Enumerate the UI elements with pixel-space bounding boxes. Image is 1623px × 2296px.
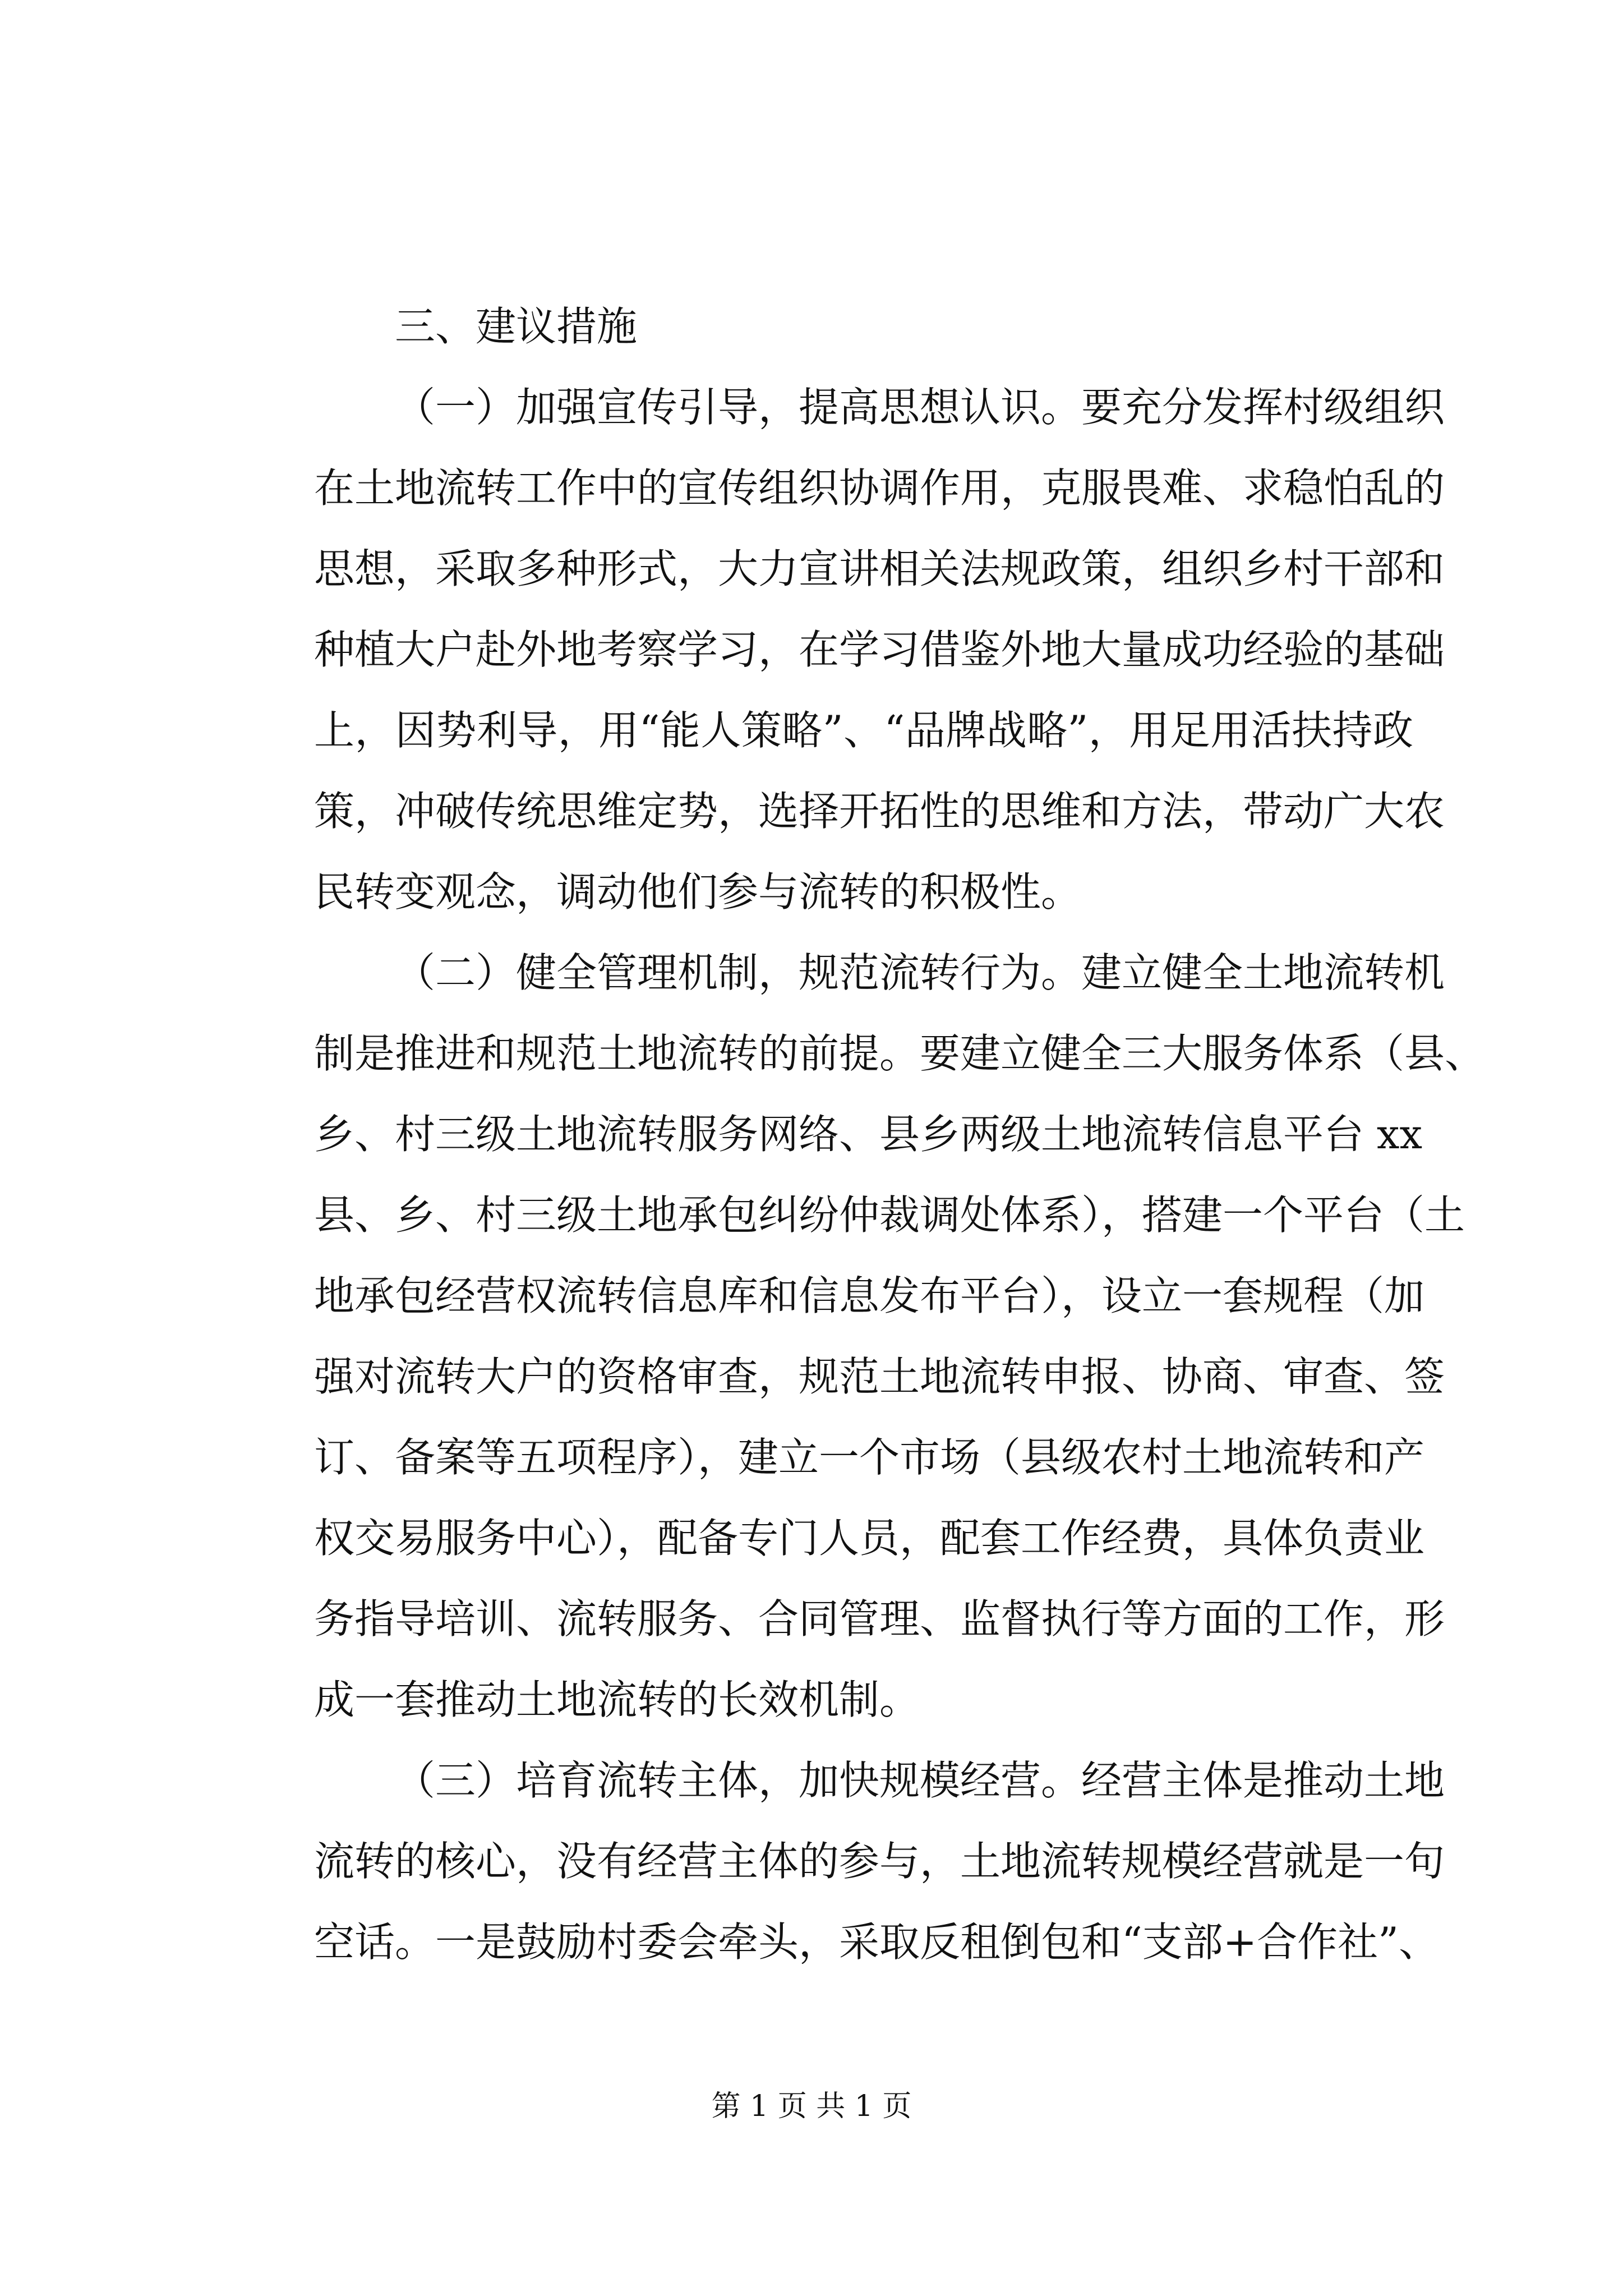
page-footer: 第 1 页 共 1 页 <box>711 2090 912 2123</box>
paragraph-line: 务指导培训、流转服务、合同管理、监督执行等方面的工作，形 <box>314 1595 1445 1642</box>
paragraph-line: 成一套推动土地流转的长效机制。 <box>314 1676 920 1723</box>
paragraph-line <box>314 367 1445 448</box>
paragraph-line: 在土地流转工作中的宣传组织协调作用，克服畏难、求稳怕乱的 <box>314 464 1445 512</box>
paragraph-line: 策，冲破传统思维定势，选择开拓性的思维和方法，带动广大农 <box>314 788 1445 835</box>
section-heading: 三、建议措施 <box>395 303 638 350</box>
paragraph-3 <box>314 1740 1445 1982</box>
paragraph-line: （二）健全管理机制，规范流转行为。建立健全土地流转机 <box>395 949 1445 996</box>
paragraph-1 <box>314 367 1445 932</box>
paragraph-line: 空话。一是鼓励村委会牵头，采取反租倒包和“支部+合作社”、 <box>314 1918 1439 1966</box>
paragraph-line: 思想，采取多种形式，大力宣讲相关法规政策，组织乡村干部和 <box>314 545 1445 592</box>
paragraph-line: 乡、村三级土地流转服务网络、县乡两级土地流转信息平台 xx <box>314 1111 1423 1158</box>
paragraph-line: （三）培育流转主体，加快规模经营。经营主体是推动土地 <box>395 1757 1445 1804</box>
paragraph-line: 订、备案等五项程序），建立一个市场（县级农村土地流转和产 <box>314 1434 1425 1481</box>
paragraph-2 <box>314 932 1486 1740</box>
paragraph-line: 上，因势利导，用“能人策略”、“品牌战略”，用足用活扶持政 <box>314 707 1413 754</box>
paragraph-line: 制是推进和规范土地流转的前提。要建立健全三大服务体系（县、 <box>314 1030 1486 1077</box>
paragraph-line: 流转的核心，没有经营主体的参与，土地流转规模经营就是一句 <box>314 1838 1445 1885</box>
document-body <box>314 286 1486 1982</box>
paragraph-line: 县、乡、村三级土地承包纠纷仲裁调处体系），搭建一个平台（土 <box>314 1191 1465 1239</box>
paragraph-line-text: （一）加强宣传引导，提高思想认识。要充分发挥村级组织 <box>395 384 1445 431</box>
paragraph-line: 种植大户赴外地考察学习，在学习借鉴外地大量成功经验的基础 <box>314 626 1445 673</box>
paragraph-line: 地承包经营权流转信息库和信息发布平台），设立一套规程（加 <box>314 1272 1425 1319</box>
paragraph-line: 强对流转大户的资格审查，规范土地流转申报、协商、审查、签 <box>314 1353 1445 1400</box>
paragraph-line: 民转变观念，调动他们参与流转的积极性。 <box>314 868 1082 915</box>
paragraph-line: 权交易服务中心），配备专门人员，配套工作经费，具体负责业 <box>314 1515 1425 1562</box>
